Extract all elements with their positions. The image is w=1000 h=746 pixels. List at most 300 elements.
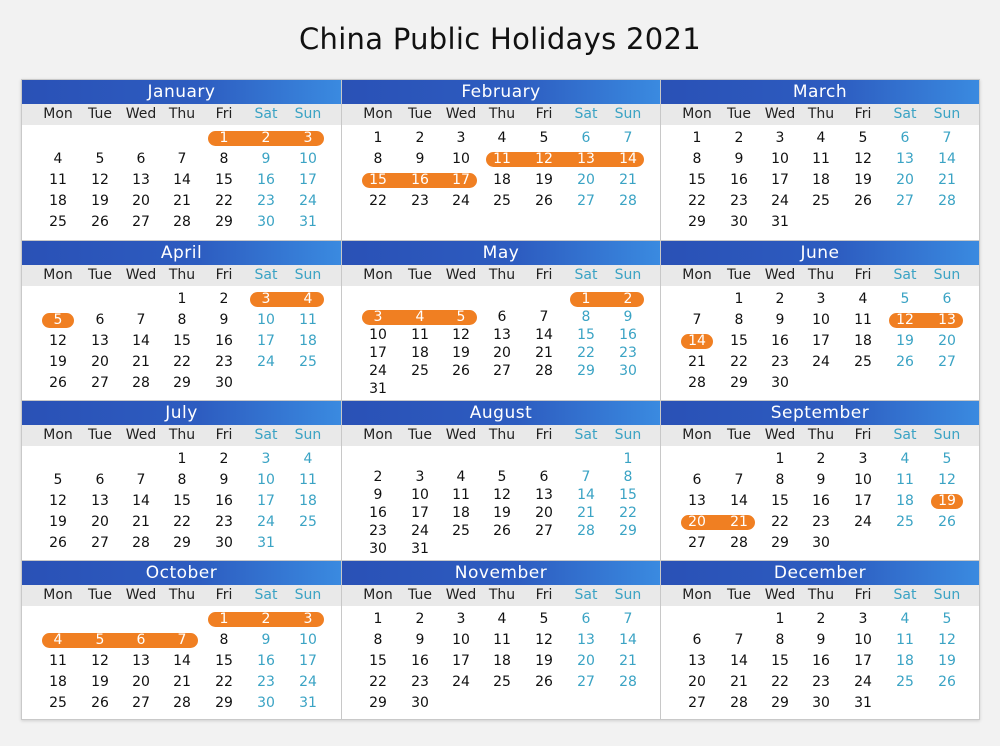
calendar-day: 1 (734, 291, 744, 307)
calendar-day: 12 (938, 632, 956, 648)
calendar-day: 31 (411, 541, 429, 557)
calendar-day: 6 (95, 312, 105, 328)
weekday-label: Fri (215, 267, 233, 283)
holiday-day: 13 (938, 312, 956, 328)
holiday-day: 16 (411, 172, 429, 188)
calendar-day: 27 (577, 674, 595, 690)
weekday-label: Sat (254, 587, 278, 603)
weekday-label: Thu (488, 267, 516, 283)
weekday-label: Thu (168, 427, 196, 443)
month-title: August (342, 401, 660, 425)
calendar-day: 9 (734, 151, 744, 167)
calendar-day: 17 (299, 653, 317, 669)
calendar-day: 7 (734, 472, 744, 488)
weekday-label: Sun (294, 106, 322, 122)
calendar-day: 2 (415, 611, 425, 627)
weekday-label: Wed (764, 427, 796, 443)
calendar-day: 8 (219, 632, 229, 648)
calendar-day: 25 (411, 363, 429, 379)
weekday-label: Wed (445, 427, 477, 443)
calendar-day: 2 (219, 291, 229, 307)
calendar-day: 30 (369, 541, 387, 557)
calendar-day: 22 (688, 193, 706, 209)
holiday-day: 1 (219, 611, 229, 627)
calendar-day: 11 (854, 312, 872, 328)
holiday-day: 3 (303, 611, 313, 627)
calendar-day: 17 (771, 172, 789, 188)
calendar-day: 5 (942, 611, 952, 627)
calendar-day: 26 (452, 363, 470, 379)
calendar-day: 22 (577, 345, 595, 361)
calendar-day: 13 (91, 493, 109, 509)
weekday-header (342, 265, 660, 286)
calendar-day: 25 (896, 514, 914, 530)
calendar-day: 18 (493, 172, 511, 188)
holiday-day: 2 (261, 611, 271, 627)
calendar-day: 19 (535, 172, 553, 188)
calendar-day: 15 (730, 333, 748, 349)
calendar-day: 16 (257, 653, 275, 669)
calendar-day: 4 (816, 130, 826, 146)
calendar-day: 3 (858, 611, 868, 627)
weekday-label: Mon (682, 587, 712, 603)
calendar-day: 20 (132, 193, 150, 209)
weekday-header (22, 104, 341, 125)
weekday-label: Wed (445, 267, 477, 283)
calendar-day: 9 (623, 309, 633, 325)
calendar-day: 31 (369, 381, 387, 397)
calendar-day: 24 (854, 674, 872, 690)
calendar-day: 17 (812, 333, 830, 349)
calendar-day: 24 (812, 354, 830, 370)
calendar-day: 28 (730, 535, 748, 551)
weekday-label: Sat (254, 427, 278, 443)
weekday-label: Wed (445, 587, 477, 603)
calendar-day: 2 (775, 291, 785, 307)
calendar-day: 27 (493, 363, 511, 379)
calendar-day: 22 (619, 505, 637, 521)
calendar-day: 30 (257, 695, 275, 711)
calendar-day: 25 (896, 674, 914, 690)
weekday-label: Sun (294, 427, 322, 443)
weekday-label: Sun (933, 587, 961, 603)
calendar-day: 29 (771, 695, 789, 711)
weekday-label: Sat (574, 106, 598, 122)
month-title: October (22, 561, 341, 585)
calendar-day: 20 (535, 505, 553, 521)
calendar-day: 2 (734, 130, 744, 146)
calendar-day: 9 (775, 312, 785, 328)
holiday-day: 12 (896, 312, 914, 328)
calendar-day: 20 (688, 674, 706, 690)
calendar-day: 19 (91, 193, 109, 209)
calendar-day: 19 (91, 674, 109, 690)
weekday-label: Tue (408, 587, 432, 603)
calendar-day: 17 (854, 653, 872, 669)
weekday-label: Thu (168, 267, 196, 283)
calendar-day: 17 (299, 172, 317, 188)
calendar-day: 5 (539, 611, 549, 627)
calendar-day: 9 (261, 151, 271, 167)
calendar-day: 12 (91, 653, 109, 669)
calendar-day: 30 (771, 375, 789, 391)
calendar-day: 9 (415, 151, 425, 167)
holiday-day: 5 (53, 312, 63, 328)
calendar-day: 29 (688, 214, 706, 230)
calendar-day: 24 (411, 523, 429, 539)
calendar-day: 15 (173, 493, 191, 509)
calendar-day: 27 (577, 193, 595, 209)
calendar-day: 27 (535, 523, 553, 539)
calendar-day: 12 (938, 472, 956, 488)
calendar-day: 6 (581, 130, 591, 146)
calendar-day: 18 (49, 193, 67, 209)
calendar-day: 25 (812, 193, 830, 209)
month-title: November (342, 561, 660, 585)
calendar-day: 17 (411, 505, 429, 521)
calendar-day: 29 (215, 695, 233, 711)
holiday-day: 14 (688, 333, 706, 349)
calendar-day: 22 (369, 674, 387, 690)
holiday-day: 6 (136, 632, 146, 648)
calendar-day: 9 (219, 312, 229, 328)
calendar-day: 6 (95, 472, 105, 488)
calendar-day: 14 (173, 653, 191, 669)
calendar-day: 30 (812, 535, 830, 551)
calendar-day: 12 (535, 632, 553, 648)
calendar-day: 6 (692, 632, 702, 648)
calendar-day: 2 (373, 469, 383, 485)
calendar-day: 19 (896, 333, 914, 349)
calendar-day: 10 (257, 472, 275, 488)
calendar-day: 18 (411, 345, 429, 361)
calendar-day: 1 (373, 611, 383, 627)
calendar-day: 26 (493, 523, 511, 539)
calendar-day: 27 (688, 695, 706, 711)
weekday-header (342, 104, 660, 125)
calendar-day: 3 (415, 469, 425, 485)
calendar-day: 5 (858, 130, 868, 146)
calendar-day: 13 (535, 487, 553, 503)
calendar-day: 29 (730, 375, 748, 391)
calendar-day: 28 (619, 193, 637, 209)
calendar-day: 12 (49, 333, 67, 349)
calendar-day: 9 (415, 632, 425, 648)
calendar-day: 11 (812, 151, 830, 167)
month-title: February (342, 80, 660, 104)
calendar-day: 10 (257, 312, 275, 328)
calendar-day: 19 (493, 505, 511, 521)
weekday-header (22, 265, 341, 286)
calendar-day: 10 (452, 632, 470, 648)
calendar-day: 2 (816, 451, 826, 467)
month-january (22, 80, 341, 240)
calendar-day: 3 (456, 130, 466, 146)
calendar-day: 10 (369, 327, 387, 343)
calendar-day: 19 (49, 354, 67, 370)
calendar-day: 6 (539, 469, 549, 485)
month-may (341, 240, 660, 400)
calendar-day: 10 (771, 151, 789, 167)
weekday-header (22, 585, 341, 606)
weekday-label: Mon (363, 267, 393, 283)
month-november (341, 560, 660, 720)
month-title: December (661, 561, 979, 585)
weekday-label: Thu (488, 587, 516, 603)
calendar-day: 7 (623, 611, 633, 627)
calendar-day: 15 (771, 653, 789, 669)
calendar-day: 13 (688, 493, 706, 509)
calendar-day: 24 (369, 363, 387, 379)
calendar-day: 23 (411, 674, 429, 690)
calendar-day: 21 (619, 172, 637, 188)
holiday-day: 21 (730, 514, 748, 530)
holiday-day: 5 (95, 632, 105, 648)
calendar-day: 22 (173, 514, 191, 530)
calendar-day: 22 (771, 674, 789, 690)
calendar-day: 14 (132, 493, 150, 509)
weekday-label: Wed (125, 427, 157, 443)
calendar-day: 14 (132, 333, 150, 349)
weekday-label: Fri (215, 587, 233, 603)
calendar-day: 18 (896, 653, 914, 669)
calendar-day: 29 (619, 523, 637, 539)
weekday-label: Sat (893, 587, 917, 603)
calendar-day: 2 (415, 130, 425, 146)
weekday-label: Sun (614, 106, 642, 122)
weekday-header (661, 585, 979, 606)
calendar-day: 8 (775, 632, 785, 648)
calendar-day: 9 (261, 632, 271, 648)
calendar-day: 20 (91, 514, 109, 530)
calendar-day: 15 (771, 493, 789, 509)
calendar-day: 31 (771, 214, 789, 230)
calendar-day: 16 (411, 653, 429, 669)
calendar-day: 26 (535, 193, 553, 209)
month-july (22, 400, 341, 560)
calendar-day: 21 (132, 514, 150, 530)
calendar-day: 16 (257, 172, 275, 188)
calendar-day: 27 (91, 375, 109, 391)
calendar-day: 19 (535, 653, 553, 669)
calendar-day: 21 (938, 172, 956, 188)
calendar-day: 4 (900, 451, 910, 467)
calendar-day: 1 (775, 451, 785, 467)
calendar-day: 6 (581, 611, 591, 627)
calendar-day: 23 (730, 193, 748, 209)
calendar-day: 1 (373, 130, 383, 146)
calendar-day: 4 (858, 291, 868, 307)
calendar-day: 3 (456, 611, 466, 627)
calendar-day: 18 (49, 674, 67, 690)
calendar-day: 24 (257, 514, 275, 530)
calendar-day: 18 (854, 333, 872, 349)
calendar-day: 23 (257, 193, 275, 209)
calendar-day: 29 (215, 214, 233, 230)
weekday-label: Tue (727, 587, 751, 603)
calendar-day: 16 (369, 505, 387, 521)
calendar-day: 10 (299, 151, 317, 167)
weekday-label: Wed (125, 267, 157, 283)
calendar-day: 5 (900, 291, 910, 307)
calendar-day: 14 (730, 493, 748, 509)
weekday-label: Tue (408, 106, 432, 122)
weekday-label: Tue (88, 267, 112, 283)
calendar-day: 23 (812, 514, 830, 530)
calendar-day: 14 (173, 172, 191, 188)
weekday-label: Tue (408, 427, 432, 443)
calendar-day: 18 (493, 653, 511, 669)
calendar-day: 12 (854, 151, 872, 167)
calendar-day: 22 (771, 514, 789, 530)
calendar-day: 7 (177, 151, 187, 167)
calendar-day: 31 (299, 214, 317, 230)
month-title: May (342, 241, 660, 265)
calendar-day: 19 (938, 653, 956, 669)
calendar-day: 29 (173, 535, 191, 551)
calendar-day: 18 (299, 333, 317, 349)
calendar-day: 25 (299, 354, 317, 370)
calendar-day: 6 (136, 151, 146, 167)
calendar-day: 1 (177, 291, 187, 307)
weekday-label: Mon (43, 587, 73, 603)
weekday-label: Sun (614, 587, 642, 603)
calendar-day: 5 (497, 469, 507, 485)
holiday-day: 5 (456, 309, 466, 325)
calendar-day: 25 (49, 695, 67, 711)
weekday-label: Thu (168, 587, 196, 603)
weekday-label: Fri (854, 106, 872, 122)
calendar-day: 15 (577, 327, 595, 343)
calendar-day: 25 (493, 674, 511, 690)
holiday-day: 13 (577, 151, 595, 167)
calendar-day: 7 (942, 130, 952, 146)
calendar-day: 7 (136, 312, 146, 328)
calendar-day: 28 (173, 214, 191, 230)
calendar-day: 16 (619, 327, 637, 343)
calendar-day: 6 (900, 130, 910, 146)
calendar-day: 25 (452, 523, 470, 539)
weekday-label: Tue (727, 267, 751, 283)
calendar-day: 28 (173, 695, 191, 711)
calendar-day: 20 (493, 345, 511, 361)
month-title: April (22, 241, 341, 265)
calendar-day: 30 (619, 363, 637, 379)
calendar-day: 24 (771, 193, 789, 209)
weekday-label: Fri (535, 106, 553, 122)
calendar-day: 15 (215, 653, 233, 669)
weekday-label: Thu (807, 106, 835, 122)
weekday-label: Fri (854, 267, 872, 283)
calendar-day: 23 (257, 674, 275, 690)
calendar-day: 23 (771, 354, 789, 370)
calendar-day: 13 (132, 172, 150, 188)
weekday-label: Tue (88, 106, 112, 122)
calendar-day: 7 (623, 130, 633, 146)
calendar-day: 25 (493, 193, 511, 209)
calendar-day: 30 (215, 535, 233, 551)
calendar-day: 13 (577, 632, 595, 648)
weekday-label: Fri (535, 587, 553, 603)
month-title: January (22, 80, 341, 104)
weekday-label: Tue (727, 427, 751, 443)
calendar-day: 9 (219, 472, 229, 488)
calendar-day: 7 (581, 469, 591, 485)
calendar-day: 22 (730, 354, 748, 370)
calendar-day: 11 (452, 487, 470, 503)
holiday-day: 3 (373, 309, 383, 325)
calendar-day: 27 (132, 214, 150, 230)
calendar-day: 25 (299, 514, 317, 530)
weekday-label: Mon (363, 106, 393, 122)
weekday-label: Sun (933, 427, 961, 443)
calendar-day: 20 (896, 172, 914, 188)
calendar-day: 23 (619, 345, 637, 361)
holiday-day: 3 (261, 291, 271, 307)
weekday-label: Mon (363, 587, 393, 603)
calendar-day: 3 (775, 130, 785, 146)
calendar-day: 21 (535, 345, 553, 361)
calendar-day: 21 (730, 674, 748, 690)
calendar-day: 8 (692, 151, 702, 167)
calendar-day: 22 (173, 354, 191, 370)
weekday-label: Thu (168, 106, 196, 122)
calendar-day: 31 (299, 695, 317, 711)
calendar-day: 25 (854, 354, 872, 370)
calendar-day: 19 (854, 172, 872, 188)
calendar-day: 28 (577, 523, 595, 539)
calendar-day: 30 (257, 214, 275, 230)
calendar-day: 28 (938, 193, 956, 209)
calendar-day: 27 (896, 193, 914, 209)
calendar-day: 3 (816, 291, 826, 307)
holiday-day: 14 (619, 151, 637, 167)
calendar-day: 11 (896, 632, 914, 648)
month-march (660, 80, 979, 240)
calendar-day: 6 (942, 291, 952, 307)
weekday-label: Tue (88, 587, 112, 603)
month-april (22, 240, 341, 400)
calendar-day: 6 (692, 472, 702, 488)
calendar-day: 4 (497, 611, 507, 627)
calendar-day: 17 (369, 345, 387, 361)
calendar-day: 7 (692, 312, 702, 328)
calendar-day: 27 (132, 695, 150, 711)
calendar-day: 6 (497, 309, 507, 325)
calendar-day: 10 (452, 151, 470, 167)
calendar-day: 26 (938, 514, 956, 530)
weekday-label: Wed (125, 587, 157, 603)
weekday-label: Thu (488, 427, 516, 443)
calendar-day: 15 (173, 333, 191, 349)
calendar-day: 13 (91, 333, 109, 349)
calendar-day: 16 (730, 172, 748, 188)
calendar-day: 4 (900, 611, 910, 627)
calendar-day: 12 (493, 487, 511, 503)
calendar-day: 15 (688, 172, 706, 188)
calendar-day: 13 (493, 327, 511, 343)
calendar-day: 28 (132, 375, 150, 391)
calendar-day: 28 (535, 363, 553, 379)
calendar-day: 12 (49, 493, 67, 509)
weekday-header (661, 104, 979, 125)
calendar-day: 18 (896, 493, 914, 509)
calendar-day: 14 (619, 632, 637, 648)
weekday-label: Sat (254, 267, 278, 283)
weekday-label: Sat (574, 267, 598, 283)
calendar-day: 26 (49, 535, 67, 551)
calendar-day: 22 (215, 674, 233, 690)
